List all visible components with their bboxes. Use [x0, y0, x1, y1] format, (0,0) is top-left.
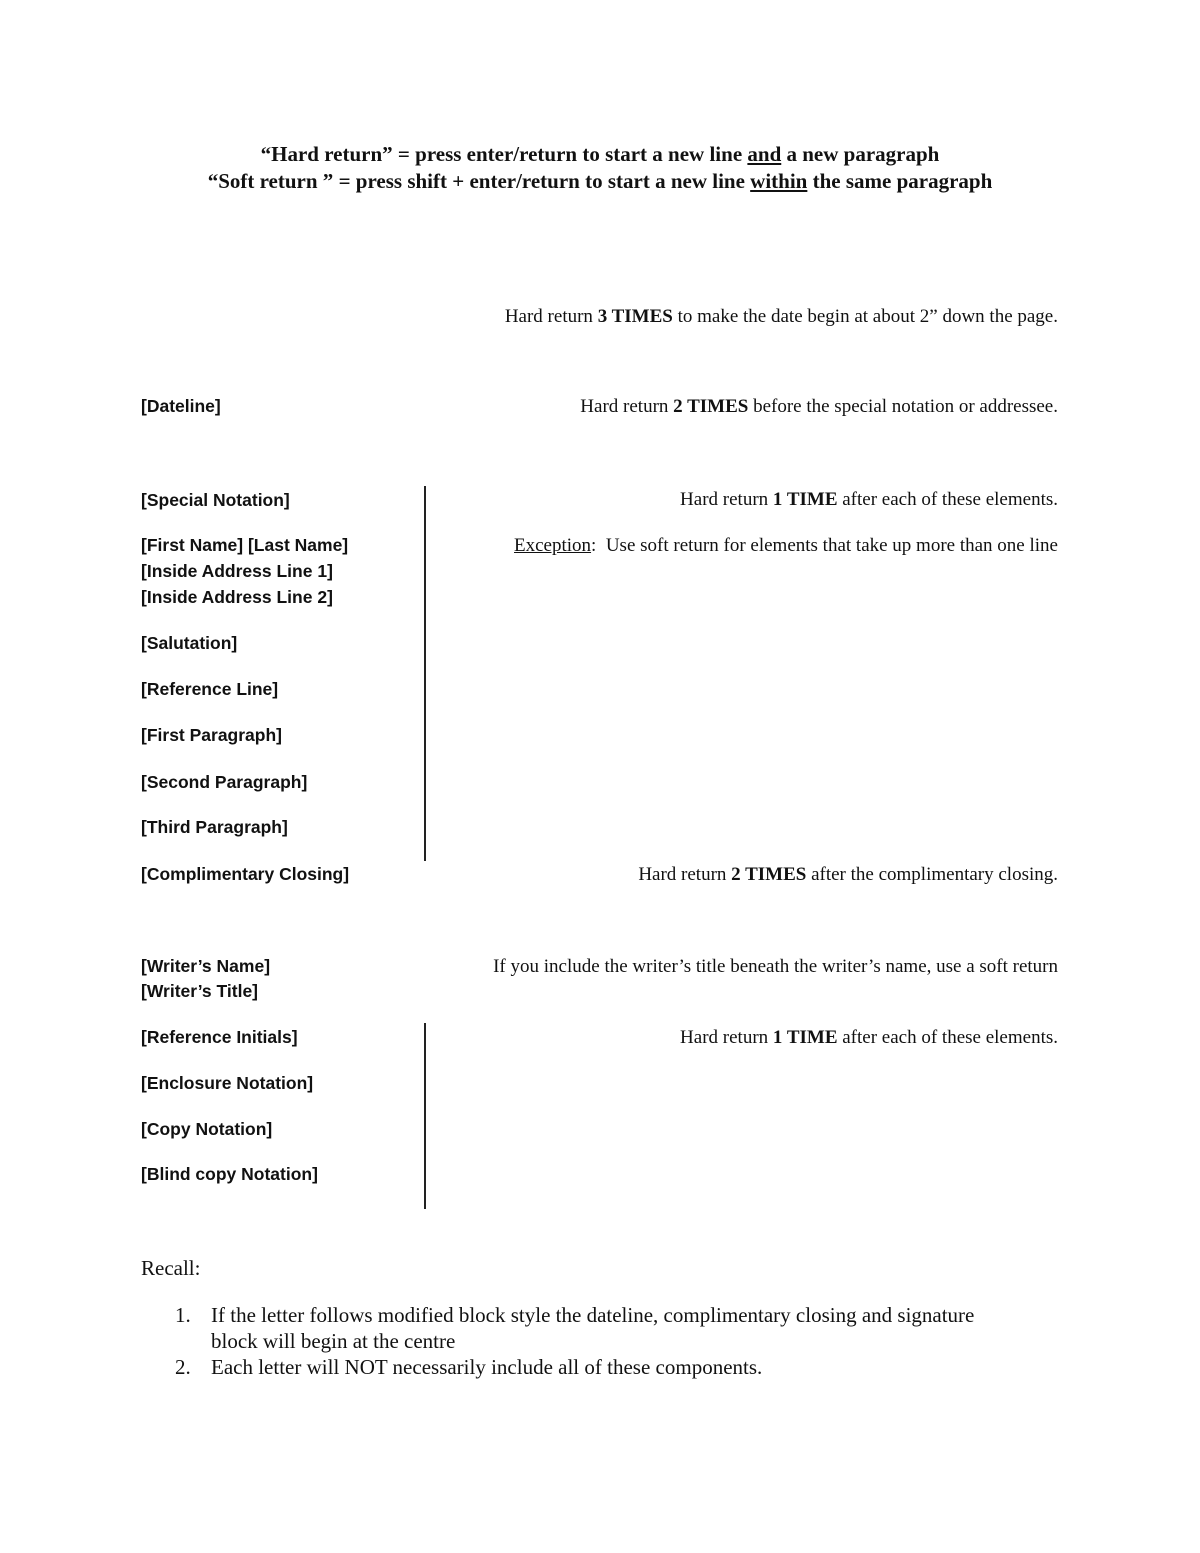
- label-salutation: [Salutation]: [141, 633, 238, 653]
- note-special-pre: Hard return: [680, 489, 773, 510]
- vertical-divider-2: [424, 1023, 426, 1209]
- label-name: [First Name] [Last Name]: [141, 535, 349, 555]
- note-reference-pre: Hard return: [680, 1027, 773, 1048]
- recall-heading: Recall:: [141, 1256, 201, 1280]
- label-inside-address-2: [Inside Address Line 2]: [141, 587, 333, 607]
- note-dateline-bold: 2 TIMES: [673, 396, 749, 417]
- list-item-text: If the letter follows modified block style the dateline, complimentary closing and signature block will begin at the centre: [211, 1303, 975, 1353]
- note-special-post: after each of these elements.: [837, 489, 1058, 510]
- label-writers-name: [Writer’s Name]: [141, 956, 271, 976]
- label-blind-copy-notation: [Blind copy Notation]: [141, 1164, 318, 1184]
- list-item-number: 1.: [175, 1303, 191, 1327]
- note-closing-post: after the complimentary closing.: [806, 864, 1058, 885]
- note-writer: If you include the writer’s title beneath the writer’s name, use a soft return: [493, 956, 1058, 977]
- label-complimentary-closing: [Complimentary Closing]: [141, 864, 350, 884]
- label-inside-address-1: [Inside Address Line 1]: [141, 561, 333, 581]
- note-closing-pre: Hard return: [638, 864, 732, 885]
- note-closing: [638, 862, 1058, 887]
- note-closing-bold: 2 TIMES: [731, 864, 807, 885]
- label-reference-line: [Reference Line]: [141, 679, 279, 699]
- hard-return-def-prefix: = press enter/return to start a new line: [392, 142, 748, 166]
- recall-list: [175, 1302, 995, 1380]
- note-dateline-pre: Hard return: [580, 396, 674, 417]
- note-dateline: [580, 394, 1058, 419]
- soft-return-underlined: within: [750, 169, 808, 193]
- label-third-paragraph: [Third Paragraph]: [141, 817, 288, 837]
- list-item: [175, 1302, 995, 1354]
- hard-return-underlined: and: [747, 142, 782, 166]
- note-reference-bold: 1 TIME: [772, 1027, 838, 1048]
- list-item-number: 2.: [175, 1355, 191, 1379]
- soft-return-definition: [0, 169, 1200, 194]
- soft-return-def-prefix: = press shift + enter/return to start a new line: [333, 169, 751, 193]
- hard-return-term: “Hard return”: [260, 142, 393, 166]
- hard-return-definition: [0, 142, 1200, 167]
- label-reference-initials: [Reference Initials]: [141, 1027, 298, 1047]
- note-reference: [680, 1025, 1058, 1050]
- soft-return-def-suffix: the same paragraph: [807, 169, 993, 193]
- note-special: [680, 487, 1058, 512]
- label-copy-notation: [Copy Notation]: [141, 1119, 273, 1139]
- vertical-divider-1: [424, 486, 426, 861]
- note-exception: [514, 533, 1058, 558]
- label-enclosure-notation: [Enclosure Notation]: [141, 1073, 314, 1093]
- list-item-text: Each letter will NOT necessarily include all of these components.: [211, 1355, 763, 1379]
- note-top: [505, 304, 1058, 329]
- note-reference-post: after each of these elements.: [837, 1027, 1058, 1048]
- note-top-bold: 3 TIMES: [597, 306, 673, 327]
- label-second-paragraph: [Second Paragraph]: [141, 772, 308, 792]
- note-special-bold: 1 TIME: [772, 489, 838, 510]
- note-dateline-post: before the special notation or addressee.: [748, 396, 1058, 417]
- note-top-pre: Hard return: [504, 306, 598, 327]
- note-exception-label: Exception: [514, 535, 592, 556]
- soft-return-term: “Soft return ”: [207, 169, 334, 193]
- label-first-paragraph: [First Paragraph]: [141, 725, 282, 745]
- hard-return-def-suffix: a new paragraph: [781, 142, 940, 166]
- note-exception-text: : Use soft return for elements that take up more than one line: [591, 535, 1058, 556]
- note-top-post: to make the date begin at about 2” down the page.: [672, 306, 1058, 327]
- list-item: [175, 1354, 995, 1380]
- label-writers-title: [Writer’s Title]: [141, 981, 259, 1001]
- label-dateline: [Dateline]: [141, 396, 221, 416]
- label-special-notation: [Special Notation]: [141, 490, 290, 510]
